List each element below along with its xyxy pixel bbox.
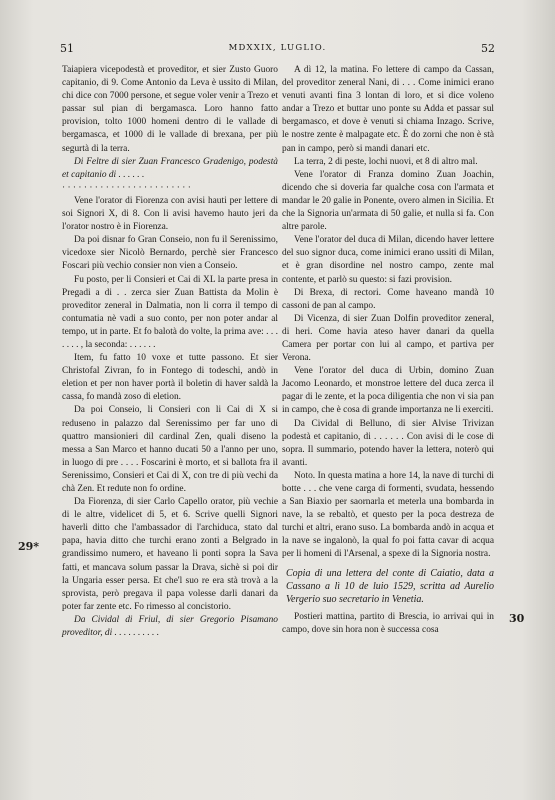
paragraph: Fu posto, per li Consieri et Cai di XL la parte presa in Pregadi a di . . zerca sier Zuan Battista da Molin è proveditor zeneral in Dalmatia, non li corra il tempo di contumatia nè vadi a suo conto, per non poter andar al tempo, ut in parte. Et fo balotà do volte, la prima ave: . . . . . . . , la seconda: . . . . . .	[62, 274, 278, 350]
paragraph: Postieri mattina, partito di Brescia, io arrivai qui in campo, dove sin hora non è successa cosa	[282, 611, 494, 635]
paragraph: Vene l'orator di Franza domino Zuan Joachin, dicendo che si doveria far qualche cosa con l'armata et mandar le 20 galie in Ponente, overo almen in Sicilia. Et che la Signoria un'armata di 50 galie, et nulla si fa. Con altre parole.	[282, 169, 494, 233]
margin-number-right: 30	[509, 612, 525, 625]
paragraph: La terra, 2 di peste, lochi nuovi, et 8 di altro mal.	[294, 156, 478, 167]
left-page-number: 51	[60, 42, 74, 55]
page-header	[60, 42, 495, 58]
right-column	[282, 64, 494, 637]
paragraph: Taiapiera vicepodestà et proveditor, et sier Zusto Guoro capitanio, di 9. Come Antonio da Leva è ussito di Milan, chi dice con 7000 persone, et segue voler venir a Trezo et passar sul pian di bergamasca. Loro hanno fatto provision, tolto 1000 homeni dentro di le vallade di bergamasca, et 1000 di le vallade di brexana, per più segurtà di la terra.	[62, 65, 278, 154]
paragraph: Da poi disnar fo Gran Conseio, non fu il Serenissimo, vicedoxe sier Nicolò Bernardo, perchè sier Francesco Foscari più vechio consier non vien a Conseio.	[62, 235, 278, 272]
paragraph: Noto. In questa matina a hore 14, la nave di turchi di botte . . . che vene carga di formenti, svudata, hessendo a San Biaxio per saornarla et meterla una bombarda in nave, la se rebaltò, et questo per la poca destreza de turchi et altri, erano suso. La bombarda andò in acqua et la nave se ingalonò, la qual fo poi fatta cavar di acqua per li homeni di l'Arsenal, a spexe di la Signoria nostra.	[282, 470, 494, 560]
paragraph: Vene l'orator di Fiorenza con avisi hauti per lettere di soi Signori X, di 8. Con li avisi havemo hauto jeri da l'orator nostro è in Fiorenza.	[62, 195, 278, 233]
paragraph: Di Feltre di sier Zuan Francesco Gradenigo, podestà et capitanio di . . . . . .	[62, 156, 278, 180]
paragraph: Da Fiorenza, di sier Carlo Capello orator, più vechie di le altre, videlicet di 5, et 6. Scrive quelli Signori haverli ditto che l'ambassador di l'archiduca, stato dal papa, havia ditto che turchi erano zonti a Belgrado in grandissimo numero, et haveano li ponti sopra la Sava fatti, et mancava solum passar la Drava, sichè si poi dir la Ungaria esser persa. Et che'l suo re era stà trovà a la sprovista, però pregava il papa volesse darli danari da poter far zente etc. Fo rimesso al concistorio.	[62, 497, 278, 612]
paragraph: Item, fu fatto 10 voxe et tutte passono. Et sier Christofal Zivran, fo in Fontego di todeschi, andò in eletion et per non haver portà il boletin di haver saldà la cassa, fo mandà zoso di eletion.	[62, 353, 278, 403]
left-column	[62, 64, 278, 640]
document-caption: Copia di una lettera del conte di Caiatio, data a Cassano a lì 10 de luio 1529, scritta ad Aurelio Vergerio suo secretario in Venetia.	[286, 567, 494, 606]
margin-number-left: 29*	[18, 540, 40, 553]
paragraph: Vene l'orator del duca di Urbin, domino Zuan Jacomo Leonardo, et monstroe lettere del duca zerca il pagar di le zente, et la poca diligentia che non vi sia pan in campo, che è cosa di grande importanza ne li exerciti.	[282, 366, 494, 416]
running-title: MDXXIX, LUGLIO.	[228, 43, 327, 53]
paragraph: Di Brexa, di rectori. Come haveano mandà 10 cassoni de pan al campo.	[282, 287, 494, 311]
paragraph: Da poi Conseio, li Consieri con li Cai di X si reduseno in palazzo dal Serenissimo per far uno di quattro mansionieri dil cardinal Zen, quali diseno la messa a San Marco et hanno ducati 50 a l'anno per uno, in luogo di pre . . . . Foscarini è morto, et si ballota fra il Serenissimo, Consieri et Cai di X, con tre di più vechi da chà Zen. Et redute non fo ordine.	[62, 405, 278, 494]
paragraph: Di Vicenza, di sier Zuan Dolfin proveditor zeneral, di heri. Come havia ateso haver danari da quella Camera per portar con lui al campo, et partiva per Verona.	[282, 313, 494, 364]
paragraph: Da Cividal di Belluno, di sier Alvise Trivizan podestà et capitanio, di . . . . . . Con avisi di le cose di sopra. Il summario, potendo haver la lettera, noterò qui avanti.	[282, 418, 494, 468]
paragraph: A dì 12, la matina. Fo lettere di campo da Cassan, del proveditor zeneral Nani, di . . . Come inimici erano venuti avanti fina 3 lontan di loro, et si dice voleno andar a Trezo et buttar uno ponte su Adda et passar sul bergamasco, et dove è venuti si chiama Inzago. Scrive, le nostre zente è malpagate etc. È do zorni che non è stà pan in campo, però si mandi danari etc.	[282, 65, 494, 154]
paragraph: Da Cividal di Friul, di sier Gregorio Pisamano proveditor, di . . . . . . . . . .	[62, 614, 278, 639]
paragraph: · · · · · · · · · · · · · · · · · · · · · · · ·	[62, 182, 191, 193]
right-page-number: 52	[481, 42, 495, 55]
paragraph: Vene l'orator del duca di Milan, dicendo haver lettere del suo signor duca, come inimici erano ussiti di Milan, et è gran disordine nel nostro campo, zente mal contente, et parlò su questo: si fazi provision.	[282, 235, 494, 285]
